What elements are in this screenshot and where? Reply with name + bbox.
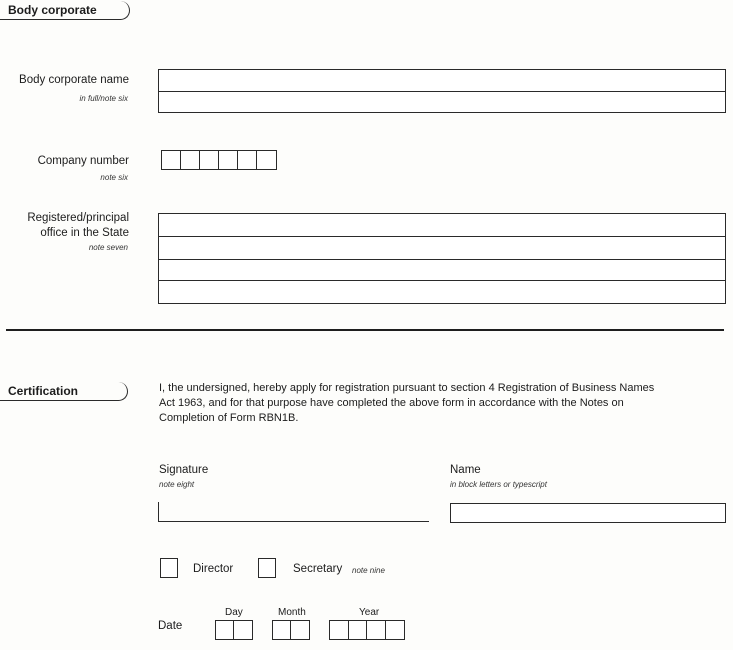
certification-section-tab — [0, 382, 128, 401]
date-digit-box[interactable] — [234, 621, 252, 639]
secretary-checkbox[interactable] — [258, 558, 276, 578]
registered-office-field[interactable] — [158, 213, 726, 304]
digit-box[interactable] — [257, 151, 276, 169]
body-corporate-name-field[interactable] — [158, 69, 726, 113]
office-label-line1: Registered/principal — [27, 212, 129, 224]
body-corporate-name-label: Body corporate name — [19, 74, 129, 86]
section-divider — [6, 329, 724, 331]
year-boxes[interactable] — [329, 620, 405, 640]
name-label: Name — [450, 464, 481, 476]
date-digit-box[interactable] — [349, 621, 368, 639]
signature-field[interactable] — [158, 502, 429, 522]
day-label: Day — [225, 607, 243, 618]
name-note: in block letters or typescript — [450, 480, 547, 489]
month-boxes[interactable] — [272, 620, 310, 640]
field-row-divider — [159, 280, 725, 281]
date-digit-box[interactable] — [386, 621, 404, 639]
signature-note: note eight — [159, 480, 195, 489]
field-row-divider — [159, 236, 725, 237]
certification-section-title: Certification — [8, 384, 79, 398]
field-row-divider — [159, 259, 725, 260]
day-boxes[interactable] — [215, 620, 253, 640]
certification-statement-line2: Act 1963, and for that purpose have completed the above form in accordance with the Notes on — [159, 397, 624, 409]
company-number-label: Company number — [37, 155, 129, 167]
office-note: note seven — [88, 243, 128, 252]
field-row-divider — [159, 91, 725, 92]
signature-label: Signature — [159, 464, 209, 476]
office-label-line2: office in the State — [40, 227, 129, 239]
certification-statement-line3: Completion of Form RBN1B. — [159, 412, 299, 424]
body-corporate-section-title: Body corporate — [8, 3, 97, 17]
date-digit-box[interactable] — [330, 621, 349, 639]
secretary-label: Secretary — [293, 563, 343, 575]
date-label: Date — [158, 620, 183, 632]
digit-box[interactable] — [219, 151, 238, 169]
director-label: Director — [193, 563, 234, 575]
digit-box[interactable] — [162, 151, 181, 169]
certification-statement-line1: I, the undersigned, hereby apply for registration pursuant to section 4 Registration of Business Names — [159, 382, 655, 394]
year-label: Year — [359, 607, 380, 618]
body-corporate-section-tab — [0, 1, 130, 20]
digit-box[interactable] — [200, 151, 219, 169]
date-digit-box[interactable] — [367, 621, 386, 639]
secretary-note: note nine — [352, 566, 385, 575]
director-checkbox[interactable] — [160, 558, 178, 578]
company-number-boxes[interactable] — [161, 150, 277, 170]
date-digit-box[interactable] — [216, 621, 234, 639]
company-number-note: note six — [100, 173, 128, 182]
date-digit-box[interactable] — [273, 621, 291, 639]
name-field[interactable] — [450, 503, 726, 523]
date-digit-box[interactable] — [291, 621, 309, 639]
digit-box[interactable] — [181, 151, 200, 169]
body-corporate-name-note: in full/note six — [79, 94, 128, 103]
digit-box[interactable] — [238, 151, 257, 169]
month-label: Month — [278, 607, 306, 618]
